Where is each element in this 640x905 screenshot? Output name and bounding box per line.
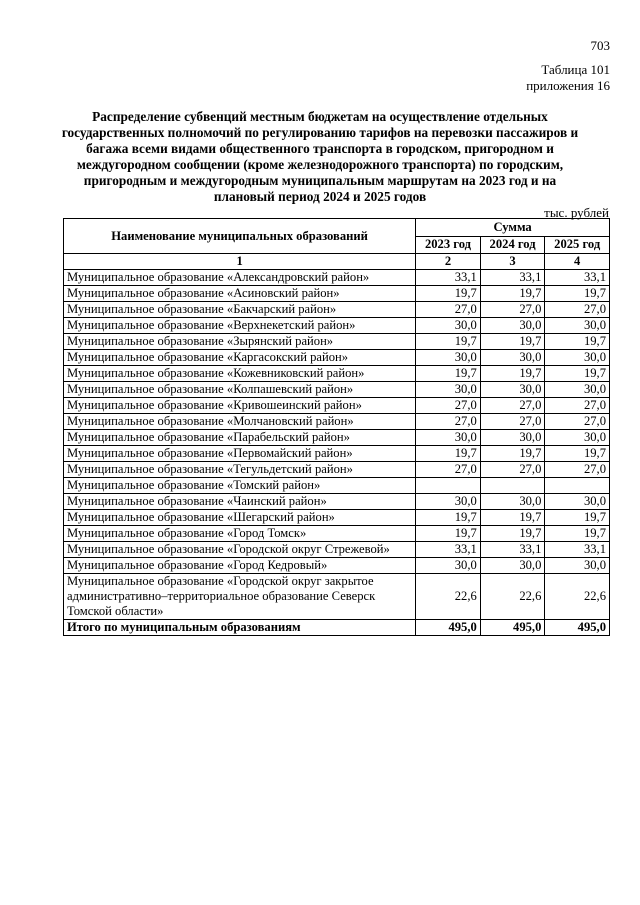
value-2023: 27,0: [416, 462, 481, 478]
appendix-number: приложения 16: [526, 78, 610, 93]
table-row: [64, 542, 610, 558]
table-row: [64, 382, 610, 398]
column-index: 4: [545, 254, 610, 270]
table-row: [64, 510, 610, 526]
table-number: Таблица 101: [541, 62, 610, 77]
value-2024: 30,0: [480, 494, 545, 510]
table-row: [64, 398, 610, 414]
value-2024: 19,7: [480, 446, 545, 462]
value-2023: 33,1: [416, 542, 481, 558]
value-2023: 19,7: [416, 446, 481, 462]
value-2024: 30,0: [480, 350, 545, 366]
value-2023: 30,0: [416, 494, 481, 510]
table-row: [64, 574, 610, 620]
value-2025: 30,0: [545, 430, 610, 446]
value-2024: 19,7: [480, 286, 545, 302]
municipality-name: Муниципальное образование «Томский район»: [64, 478, 416, 494]
municipality-name: Муниципальное образование «Парабельский район»: [64, 430, 416, 446]
value-2023: 30,0: [416, 318, 481, 334]
column-index-row: [64, 254, 610, 270]
units-label: тыс. рублей: [544, 205, 609, 220]
table-row: [64, 446, 610, 462]
page-number: 703: [590, 38, 610, 53]
value-2024: 33,1: [480, 270, 545, 286]
municipality-name: Муниципальное образование «Асиновский район»: [64, 286, 416, 302]
table-row: [64, 302, 610, 318]
table-row: [64, 414, 610, 430]
value-2023: [416, 478, 481, 494]
value-2023: 30,0: [416, 430, 481, 446]
value-2025: 19,7: [545, 334, 610, 350]
value-2025: 33,1: [545, 270, 610, 286]
value-2023: 27,0: [416, 414, 481, 430]
value-2025: 30,0: [545, 558, 610, 574]
column-index: 1: [64, 254, 416, 270]
value-2025: 19,7: [545, 286, 610, 302]
total-2024: 495,0: [480, 620, 545, 636]
municipality-name: Муниципальное образование «Молчановский район»: [64, 414, 416, 430]
table-row: [64, 462, 610, 478]
value-2024: [480, 478, 545, 494]
value-2023: 19,7: [416, 334, 481, 350]
municipality-name: Муниципальное образование «Первомайский район»: [64, 446, 416, 462]
value-2023: 30,0: [416, 382, 481, 398]
value-2023: 27,0: [416, 398, 481, 414]
municipality-name: Муниципальное образование «Зырянский район»: [64, 334, 416, 350]
value-2024: 27,0: [480, 414, 545, 430]
table-row: [64, 478, 610, 494]
value-2025: 22,6: [545, 574, 610, 620]
municipality-name: Муниципальное образование «Бакчарский район»: [64, 302, 416, 318]
header-2025: 2025 год: [545, 236, 610, 254]
municipality-name: Муниципальное образование «Александровский район»: [64, 270, 416, 286]
value-2025: 33,1: [545, 542, 610, 558]
header-sum: Сумма: [416, 219, 610, 237]
subsidy-table: [63, 218, 610, 636]
total-label: Итого по муниципальным образованиям: [64, 620, 416, 636]
value-2025: 30,0: [545, 382, 610, 398]
municipality-name: Муниципальное образование «Город Томск»: [64, 526, 416, 542]
value-2025: 27,0: [545, 414, 610, 430]
table-row: [64, 270, 610, 286]
value-2023: 30,0: [416, 350, 481, 366]
value-2024: 33,1: [480, 542, 545, 558]
municipality-name: Муниципальное образование «Городской округ закрытое административно–территориальное образование Северск Томской области»: [64, 574, 416, 620]
value-2025: 19,7: [545, 366, 610, 382]
value-2024: 30,0: [480, 558, 545, 574]
value-2023: 19,7: [416, 526, 481, 542]
table-row: [64, 334, 610, 350]
table-reference: [526, 62, 610, 94]
value-2024: 19,7: [480, 334, 545, 350]
table-row: [64, 526, 610, 542]
table-row: [64, 366, 610, 382]
value-2023: 27,0: [416, 302, 481, 318]
value-2024: 22,6: [480, 574, 545, 620]
value-2024: 19,7: [480, 526, 545, 542]
municipality-name: Муниципальное образование «Тегульдетский район»: [64, 462, 416, 478]
value-2025: 30,0: [545, 318, 610, 334]
municipality-name: Муниципальное образование «Город Кедровый»: [64, 558, 416, 574]
value-2024: 19,7: [480, 366, 545, 382]
table-row: [64, 494, 610, 510]
table-row: [64, 286, 610, 302]
municipality-name: Муниципальное образование «Кривошеинский район»: [64, 398, 416, 414]
value-2025: 30,0: [545, 350, 610, 366]
header-municipality: Наименование муниципальных образований: [64, 219, 416, 254]
value-2023: 19,7: [416, 366, 481, 382]
value-2024: 30,0: [480, 382, 545, 398]
value-2025: [545, 478, 610, 494]
column-index: 3: [480, 254, 545, 270]
column-index: 2: [416, 254, 481, 270]
table-row: [64, 430, 610, 446]
table-row: [64, 558, 610, 574]
municipality-name: Муниципальное образование «Верхнекетский район»: [64, 318, 416, 334]
document-title: Распределение субвенций местным бюджетам на осуществление отдельных государственных полномочий по регулированию тарифов на перевозки пассажиров и багажа всеми видами общественного транспорта в городском, пригородном и междугородном сообщении (кроме железнодорожного транспорта) по городским, пригородным и междугородным муниципальным маршрутам на 2023 год и на плановый период 2024 и 2025 годов: [61, 109, 579, 204]
total-2023: 495,0: [416, 620, 481, 636]
total-row: [64, 620, 610, 636]
value-2024: 27,0: [480, 302, 545, 318]
value-2025: 30,0: [545, 494, 610, 510]
value-2023: 30,0: [416, 558, 481, 574]
value-2025: 19,7: [545, 510, 610, 526]
value-2025: 27,0: [545, 398, 610, 414]
value-2023: 19,7: [416, 286, 481, 302]
value-2024: 30,0: [480, 318, 545, 334]
table-row: [64, 318, 610, 334]
municipality-name: Муниципальное образование «Городской округ Стрежевой»: [64, 542, 416, 558]
value-2025: 27,0: [545, 302, 610, 318]
header-2023: 2023 год: [416, 236, 481, 254]
value-2024: 30,0: [480, 430, 545, 446]
value-2024: 27,0: [480, 398, 545, 414]
municipality-name: Муниципальное образование «Колпашевский район»: [64, 382, 416, 398]
municipality-name: Муниципальное образование «Каргасокский район»: [64, 350, 416, 366]
value-2025: 19,7: [545, 526, 610, 542]
total-2025: 495,0: [545, 620, 610, 636]
municipality-name: Муниципальное образование «Кожевниковский район»: [64, 366, 416, 382]
value-2023: 22,6: [416, 574, 481, 620]
value-2024: 19,7: [480, 510, 545, 526]
municipality-name: Муниципальное образование «Чаинский район»: [64, 494, 416, 510]
value-2025: 27,0: [545, 462, 610, 478]
value-2024: 27,0: [480, 462, 545, 478]
municipality-name: Муниципальное образование «Шегарский район»: [64, 510, 416, 526]
table-row: [64, 350, 610, 366]
header-2024: 2024 год: [480, 236, 545, 254]
value-2025: 19,7: [545, 446, 610, 462]
value-2023: 19,7: [416, 510, 481, 526]
value-2023: 33,1: [416, 270, 481, 286]
